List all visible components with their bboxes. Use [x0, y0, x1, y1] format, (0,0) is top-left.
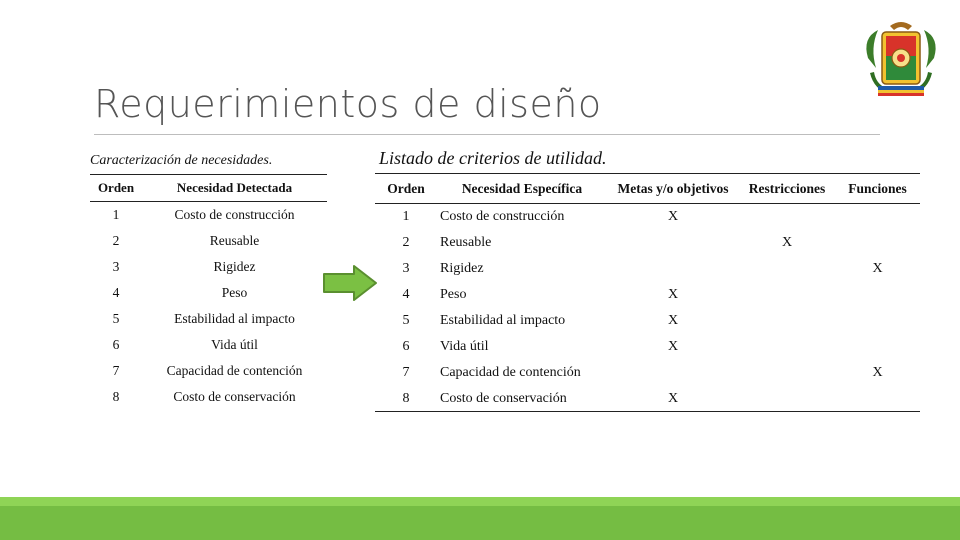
cell-orden: 4 — [112, 285, 120, 300]
cell-necesidad: Costo de conservación — [440, 390, 567, 406]
table-row — [90, 384, 327, 410]
cell-orden: 2 — [402, 235, 410, 250]
cell-orden: 8 — [402, 390, 410, 406]
header-funciones: Funciones — [848, 180, 907, 196]
cell-necesidad: Vida útil — [440, 339, 489, 354]
left-table-caption: Caracterización de necesidades. — [90, 153, 273, 168]
cell-metas: X — [667, 209, 679, 224]
table-row — [90, 306, 327, 332]
header-necesidad: Necesidad Detectada — [176, 180, 293, 195]
table-row — [90, 228, 327, 254]
cell-necesidad: Vida útil — [211, 337, 258, 352]
table-row — [90, 358, 327, 384]
criteria-table — [375, 173, 920, 412]
right-arrow-icon — [322, 264, 378, 302]
cell-orden: 3 — [402, 261, 410, 276]
cell-orden: 6 — [112, 337, 120, 352]
cell-orden: 4 — [402, 287, 410, 302]
table-row — [375, 204, 920, 230]
cell-orden: 8 — [112, 389, 120, 404]
cell-necesidad: Estabilidad al impacto — [174, 311, 295, 326]
table-row — [375, 386, 920, 412]
needs-table — [90, 174, 327, 410]
header-orden: Orden — [387, 180, 425, 196]
cell-necesidad: Peso — [221, 285, 248, 300]
cell-necesidad: Rigidez — [213, 259, 256, 274]
cell-funciones: X — [872, 261, 883, 276]
cell-necesidad: Capacidad de contención — [166, 363, 303, 378]
cell-orden: 1 — [402, 209, 410, 224]
cell-orden: 1 — [112, 207, 120, 222]
cell-metas: X — [667, 287, 679, 302]
cell-metas: X — [667, 313, 679, 328]
table-row — [90, 332, 327, 358]
footer-bar — [0, 497, 960, 540]
table-row — [90, 280, 327, 306]
cell-necesidad: Capacidad de contención — [440, 365, 581, 380]
cell-necesidad: Rigidez — [440, 261, 484, 276]
table-row — [375, 360, 920, 386]
header-restricciones: Restricciones — [748, 180, 826, 196]
table-row — [375, 230, 920, 256]
cell-metas: X — [667, 339, 679, 354]
footer-stripe — [0, 497, 960, 506]
title-divider — [94, 134, 880, 135]
table-row — [90, 202, 327, 228]
cell-metas: X — [667, 390, 679, 406]
cell-necesidad: Peso — [440, 287, 467, 302]
cell-necesidad: Estabilidad al impacto — [440, 313, 566, 328]
cell-orden: 5 — [112, 311, 120, 326]
table-header — [90, 174, 327, 202]
table-row — [90, 254, 327, 280]
cell-orden: 5 — [402, 313, 410, 328]
cell-orden: 7 — [402, 365, 410, 380]
cell-necesidad: Costo de construcción — [440, 209, 565, 224]
cell-funciones: X — [872, 365, 883, 380]
slide-title: Requerimientos de diseño — [94, 82, 602, 126]
cell-orden: 7 — [112, 363, 120, 378]
table-row — [375, 282, 920, 308]
table-row — [375, 308, 920, 334]
cell-necesidad: Costo de construcción — [174, 207, 295, 222]
cell-orden: 3 — [112, 259, 120, 274]
cell-necesidad: Costo de conservación — [173, 389, 296, 404]
cell-restricciones: X — [781, 235, 793, 250]
header-metas: Metas y/o objetivos — [617, 180, 729, 196]
table-row — [375, 334, 920, 360]
table-header — [375, 173, 920, 204]
university-crest-logo — [860, 18, 942, 104]
header-orden: Orden — [97, 180, 135, 195]
right-table-caption: Listado de criterios de utilidad. — [379, 148, 607, 168]
header-necesidad: Necesidad Específica — [461, 180, 583, 196]
cell-orden: 6 — [402, 339, 410, 354]
cell-necesidad: Reusable — [209, 233, 260, 248]
cell-necesidad: Reusable — [440, 235, 492, 250]
cell-orden: 2 — [112, 233, 120, 248]
table-row — [375, 256, 920, 282]
